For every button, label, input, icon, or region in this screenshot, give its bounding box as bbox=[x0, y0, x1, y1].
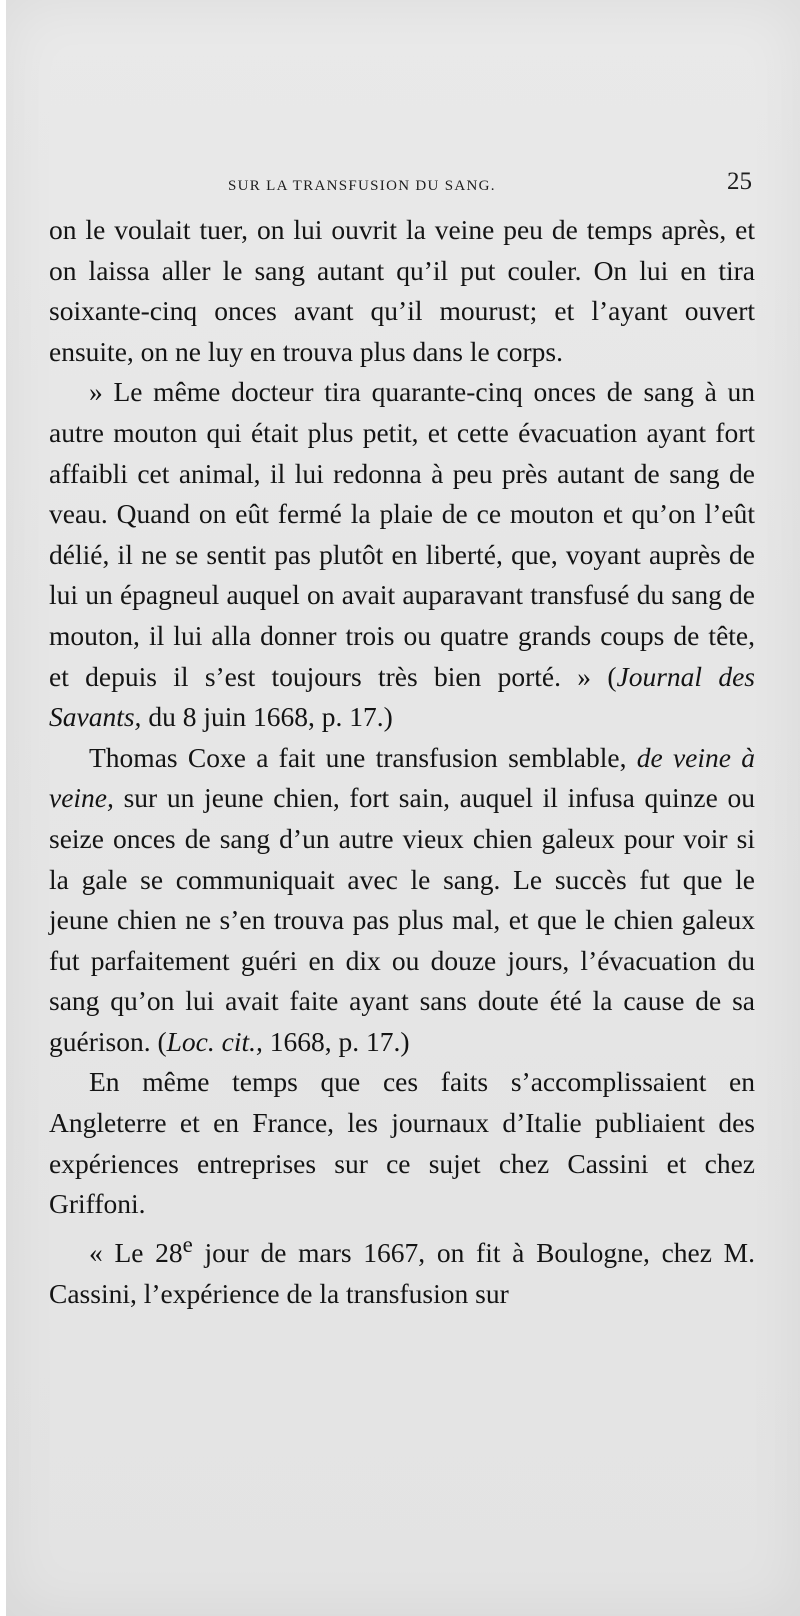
text-run: du 8 juin 1668, p. 17.) bbox=[141, 701, 393, 733]
running-head bbox=[0, 168, 800, 202]
text-run: « Le 28 bbox=[89, 1237, 183, 1268]
body-text bbox=[49, 210, 755, 1314]
text-run: » Le même docteur tira quarante-cinq onces de sang à un autre mouton qui était plus petit, et cette évacuation ayant fort affaibli cet animal, il lui redonna à peu près autant de sang de veau. Quand on eût fermé la plaie de ce mouton et qu’on l’eût délié, il ne se sentit pas plutôt en liberté, que, voyant auprès de lui un épagneul auquel on avait auparavant transfusé du sang de mouton, il lui alla donner trois ou quatre grands coups de tête, et depuis il s’est toujours très bien porté. » ( bbox=[49, 376, 755, 692]
citation-journal: Journal des Savants, bbox=[49, 660, 755, 733]
paragraph bbox=[49, 1062, 755, 1224]
paragraph bbox=[49, 372, 755, 737]
running-head-title: SUR LA TRANSFUSION DU SANG. bbox=[228, 178, 496, 194]
page-number: 25 bbox=[727, 168, 752, 195]
paragraph bbox=[49, 210, 755, 372]
text-run: En même temps que ces faits s’accomplissaient en Angleterre et en France, les journaux d’Italie publiaient des expériences entreprises sur ce sujet chez Cassini et chez Griffoni. bbox=[49, 1066, 755, 1220]
text-run: 1668, p. 17.) bbox=[262, 1025, 410, 1057]
text-run: jour de mars 1667, on fit à Boulogne, chez M. Cassini, l’expérience de la transfusion sur bbox=[49, 1237, 755, 1309]
text-run: Thomas Coxe a fait une transfusion semblable, bbox=[89, 741, 637, 773]
paragraph bbox=[49, 1225, 755, 1314]
superscript: e bbox=[182, 1231, 193, 1257]
citation-loc-cit: Loc. cit., bbox=[166, 1025, 263, 1057]
text-run: sur un jeune chien, fort sain, auquel il infusa quinze ou seize onces de sang d’un autre vieux chien galeux pour voir si la gale se communiquait avec le sang. Le succès fut que le jeune chien ne s’en trouva pas plus mal, et que le chien galeux fut parfaitement guéri en dix ou douze jours, l’évacuation du sang qu’on lui avait faite ayant sans doute été la cause de sa guérison. ( bbox=[49, 782, 755, 1057]
emphasis-text: de veine à veine, bbox=[49, 741, 755, 814]
text-run: on le voulait tuer, on lui ouvrit la veine peu de temps après, et on laissa aller le sang autant qu’il put couler. On lui en tira soixante-cinq onces avant qu’il mourust; et l’ayant ouvert ensuite, on ne luy en trouva plus dans le corps. bbox=[49, 214, 755, 367]
paragraph bbox=[49, 738, 755, 1063]
